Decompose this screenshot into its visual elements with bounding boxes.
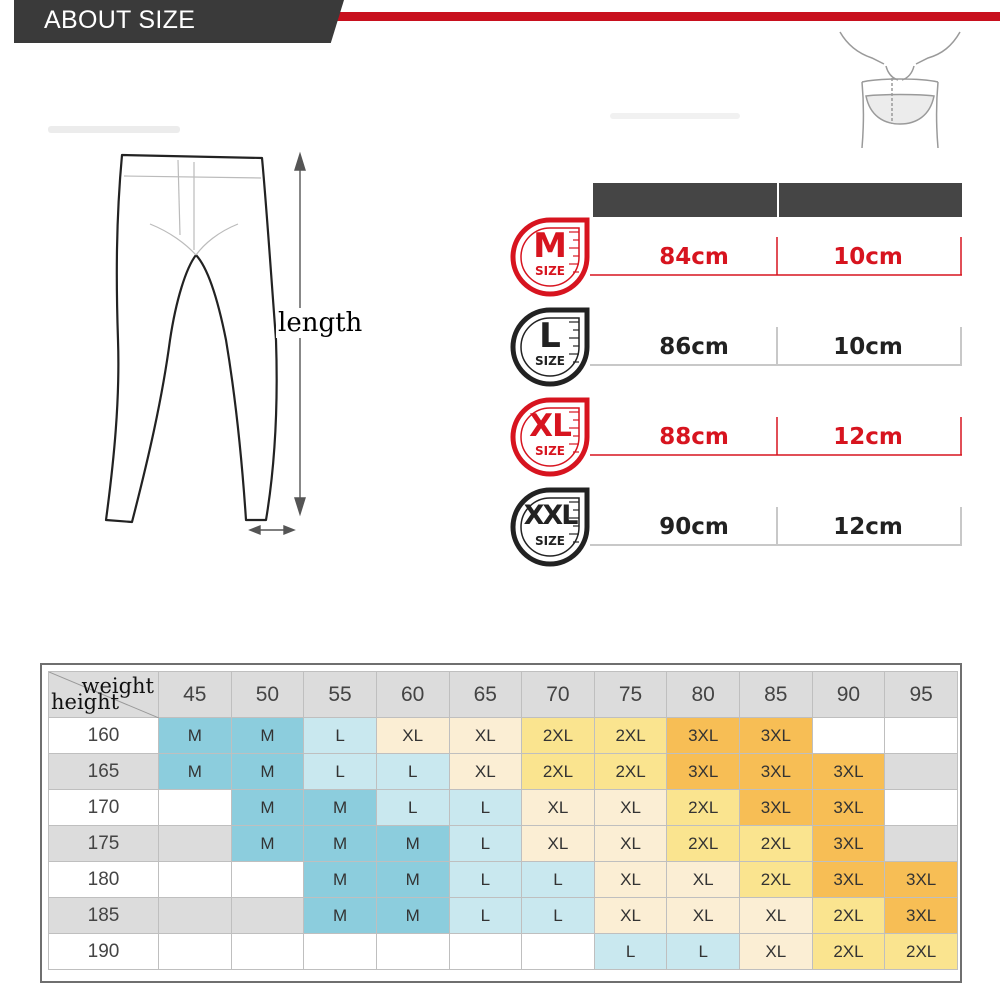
empty-cell <box>159 790 232 826</box>
empty-cell <box>304 934 377 970</box>
size-cell: L <box>594 934 667 970</box>
size-cell: XL <box>449 754 522 790</box>
empty-cell <box>159 898 232 934</box>
size-badge-m <box>509 216 591 298</box>
size-cell: 2XL <box>522 754 595 790</box>
weight-header: 80 <box>667 672 740 718</box>
height-header: 165 <box>49 754 159 790</box>
height-header: 185 <box>49 898 159 934</box>
size-cell: 3XL <box>812 754 885 790</box>
empty-cell <box>812 718 885 754</box>
size-cell: M <box>304 898 377 934</box>
height-header: 160 <box>49 718 159 754</box>
size-cell: 3XL <box>740 718 813 754</box>
size-badge-l <box>509 306 591 388</box>
size-cell: XL <box>594 826 667 862</box>
size-cell: M <box>304 826 377 862</box>
size-cell: 2XL <box>522 718 595 754</box>
size-cell: M <box>231 790 304 826</box>
chart-row <box>49 718 958 754</box>
height-header: 170 <box>49 790 159 826</box>
chart-row <box>49 934 958 970</box>
faint-decoration <box>610 113 740 119</box>
height-header: 190 <box>49 934 159 970</box>
size-cell: L <box>522 862 595 898</box>
size-chart <box>40 663 962 983</box>
size-cell: L <box>376 754 449 790</box>
size-letter: XXL <box>523 500 577 531</box>
size-letter: M <box>533 226 567 266</box>
hem-value: 10cm <box>833 244 903 270</box>
size-cell: 2XL <box>812 898 885 934</box>
size-cell: 3XL <box>885 862 958 898</box>
hem-value: 12cm <box>833 514 903 540</box>
size-sub-label: SIZE <box>534 444 565 458</box>
weight-header: 45 <box>159 672 232 718</box>
faint-decoration <box>48 126 180 133</box>
weight-header: 60 <box>376 672 449 718</box>
size-cell: 2XL <box>667 826 740 862</box>
chart-row <box>49 754 958 790</box>
size-cell: 2XL <box>812 934 885 970</box>
size-badge-xxl <box>509 486 591 568</box>
size-cell: M <box>159 718 232 754</box>
size-cell: M <box>304 862 377 898</box>
size-cell: L <box>304 754 377 790</box>
size-letter: XL <box>529 408 571 444</box>
empty-cell <box>885 718 958 754</box>
empty-cell <box>449 934 522 970</box>
size-cell: 2XL <box>594 754 667 790</box>
size-cell: M <box>376 898 449 934</box>
weight-header: 55 <box>304 672 377 718</box>
size-cell: L <box>449 790 522 826</box>
page-title: ABOUT SIZE <box>44 6 196 34</box>
size-cell: 2XL <box>740 862 813 898</box>
size-cell: M <box>231 718 304 754</box>
size-cell: 2XL <box>740 826 813 862</box>
chart-row <box>49 826 958 862</box>
size-cell: 3XL <box>812 826 885 862</box>
weight-header: 50 <box>231 672 304 718</box>
size-sub-label: SIZE <box>534 264 565 278</box>
length-value: 90cm <box>659 514 729 540</box>
size-cell: 3XL <box>667 754 740 790</box>
empty-cell <box>159 862 232 898</box>
empty-cell <box>885 826 958 862</box>
size-cell: M <box>376 862 449 898</box>
hem-value: 10cm <box>833 334 903 360</box>
row-divider <box>960 327 962 365</box>
empty-cell <box>885 754 958 790</box>
size-cell: 3XL <box>812 862 885 898</box>
size-cell: XL <box>594 898 667 934</box>
hem-value: 12cm <box>833 424 903 450</box>
weight-header: 65 <box>449 672 522 718</box>
chart-row <box>49 862 958 898</box>
height-header: 180 <box>49 862 159 898</box>
size-cell: 2XL <box>885 934 958 970</box>
size-cell: L <box>449 826 522 862</box>
weight-header: 95 <box>885 672 958 718</box>
empty-cell <box>376 934 449 970</box>
size-cell: XL <box>449 718 522 754</box>
size-cell: XL <box>667 898 740 934</box>
size-cell: 3XL <box>740 754 813 790</box>
size-cell: M <box>231 754 304 790</box>
row-divider <box>960 417 962 455</box>
length-value: 88cm <box>659 424 729 450</box>
chart-corner-header <box>49 672 159 718</box>
empty-cell <box>231 862 304 898</box>
size-chart-table <box>48 671 958 970</box>
size-cell: 2XL <box>594 718 667 754</box>
length-value: 86cm <box>659 334 729 360</box>
size-letter: L <box>539 316 561 356</box>
height-header: 175 <box>49 826 159 862</box>
size-cell: 3XL <box>885 898 958 934</box>
weight-header: 75 <box>594 672 667 718</box>
size-cell: XL <box>522 826 595 862</box>
size-cell: M <box>376 826 449 862</box>
length-value: 84cm <box>659 244 729 270</box>
empty-cell <box>231 934 304 970</box>
size-cell: XL <box>740 898 813 934</box>
height-axis-label: height <box>51 690 120 714</box>
empty-cell <box>885 790 958 826</box>
size-cell: L <box>304 718 377 754</box>
size-cell: L <box>449 898 522 934</box>
size-cell: 3XL <box>740 790 813 826</box>
hip-measure-illustration <box>820 24 985 154</box>
size-cell: 2XL <box>667 790 740 826</box>
size-cell: M <box>231 826 304 862</box>
empty-cell <box>231 898 304 934</box>
chart-row <box>49 790 958 826</box>
size-cell: L <box>522 898 595 934</box>
weight-header: 85 <box>740 672 813 718</box>
size-cell: 3XL <box>812 790 885 826</box>
size-cell: M <box>304 790 377 826</box>
size-sub-label: SIZE <box>534 534 565 548</box>
empty-cell <box>159 934 232 970</box>
empty-cell <box>522 934 595 970</box>
size-cell: L <box>376 790 449 826</box>
size-cell: XL <box>594 790 667 826</box>
hem-column-header <box>779 183 962 217</box>
size-cell: 3XL <box>667 718 740 754</box>
size-badge-xl <box>509 396 591 478</box>
length-label: length <box>278 308 363 338</box>
weight-axis-label: weight <box>81 674 154 698</box>
size-cell: XL <box>522 790 595 826</box>
row-divider <box>960 237 962 275</box>
size-cell: XL <box>667 862 740 898</box>
row-divider <box>960 507 962 545</box>
size-cell: L <box>449 862 522 898</box>
size-sub-label: SIZE <box>534 354 565 368</box>
size-cell: XL <box>376 718 449 754</box>
length-column-header <box>593 183 777 217</box>
size-cell: XL <box>594 862 667 898</box>
empty-cell <box>159 826 232 862</box>
header-red-rule <box>300 12 1000 21</box>
size-cell: XL <box>740 934 813 970</box>
weight-header: 90 <box>812 672 885 718</box>
size-cell: L <box>667 934 740 970</box>
size-cell: M <box>159 754 232 790</box>
weight-header: 70 <box>522 672 595 718</box>
pants-illustration <box>90 140 330 550</box>
chart-row <box>49 898 958 934</box>
